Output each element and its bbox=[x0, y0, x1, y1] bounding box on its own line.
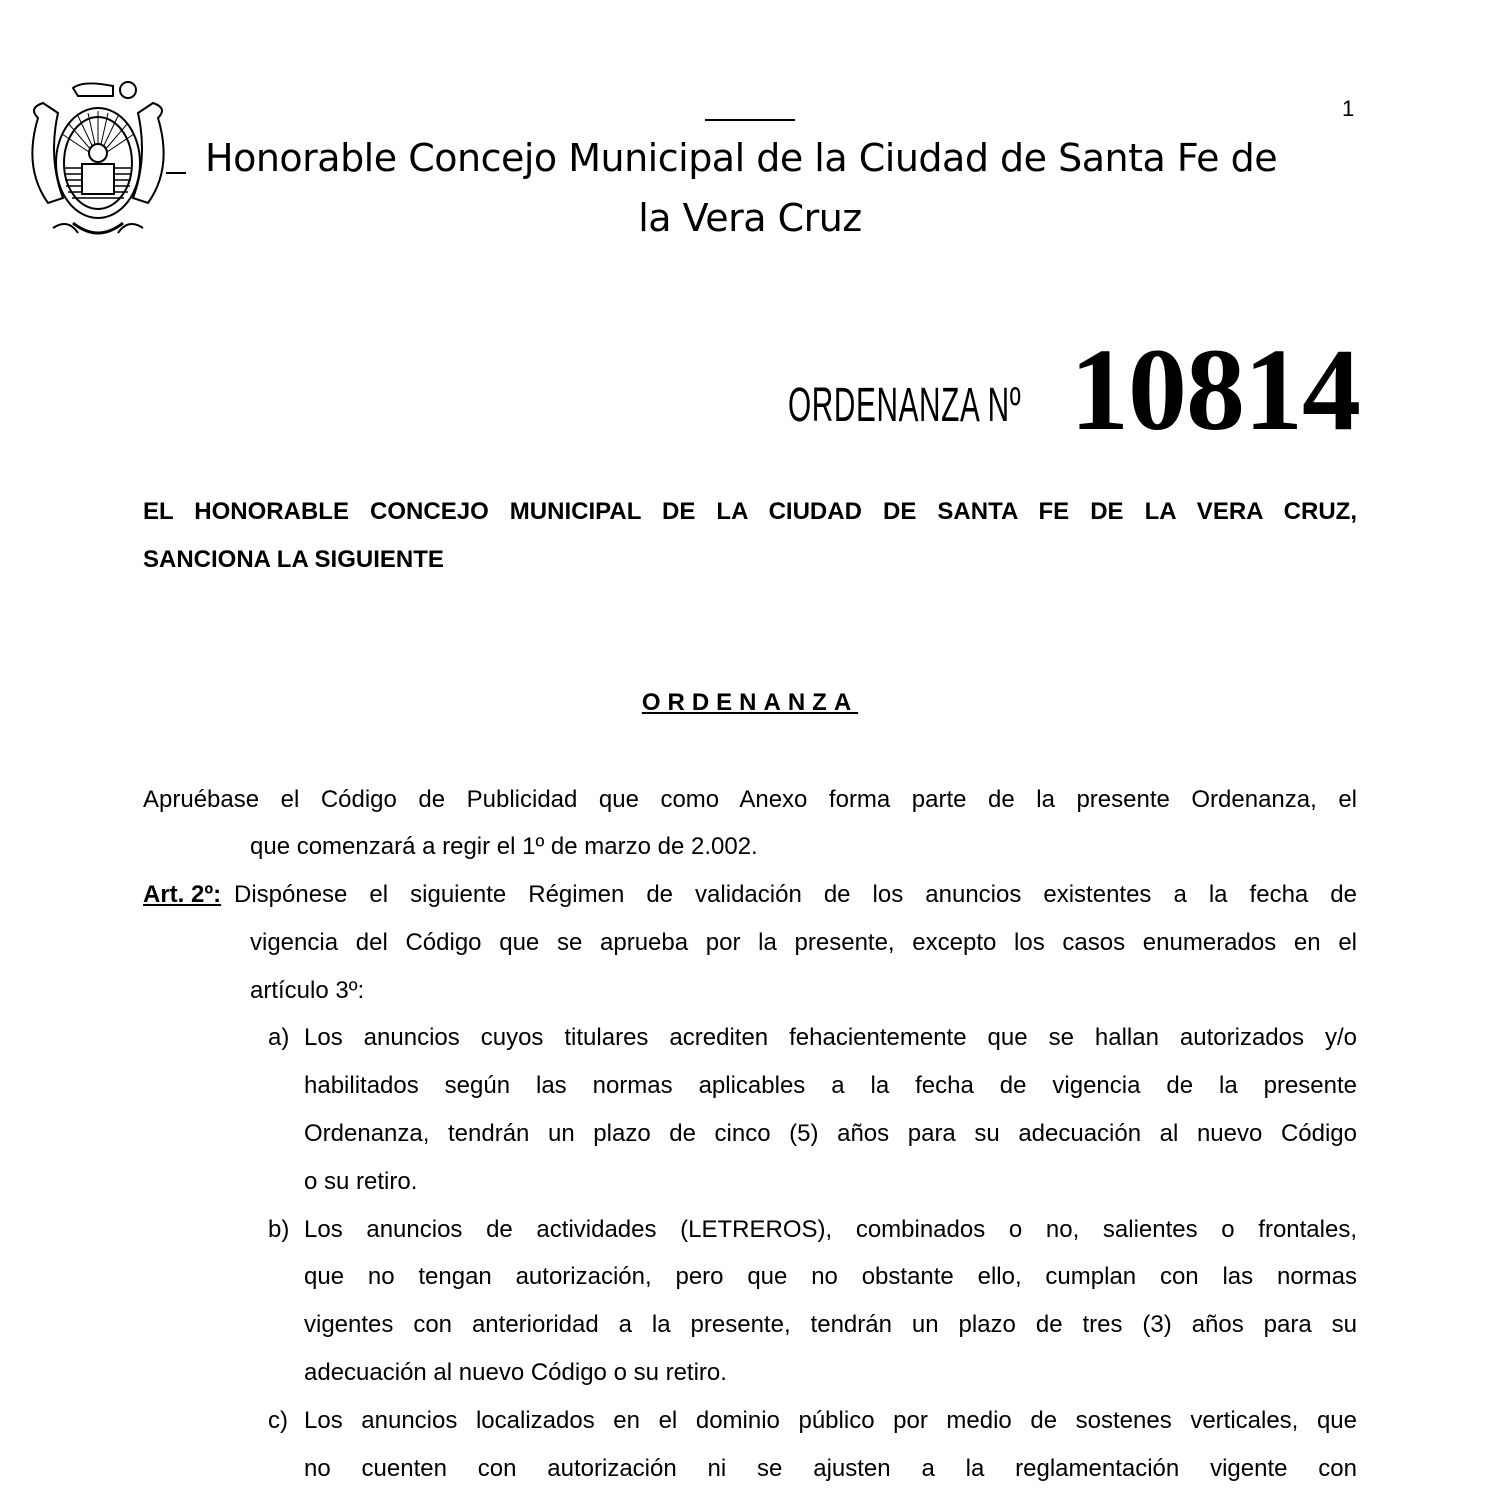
body-line: vigencia del Código que se aprueba por la presente, excepto los casos enumerados en el bbox=[250, 929, 1357, 956]
body-line: artículo 3º: bbox=[250, 977, 365, 1004]
body-line: o su retiro. bbox=[304, 1168, 418, 1195]
header-rule bbox=[166, 172, 186, 174]
section-heading: ORDENANZA bbox=[641, 689, 859, 716]
ordinance-number: 10814 bbox=[1070, 324, 1360, 455]
sanction-line2: SANCIONA LA SIGUIENTE bbox=[143, 546, 444, 573]
body-line: Apruébase el Código de Publicidad que como Anexo forma parte de la presente Ordenanza, el bbox=[143, 786, 1357, 813]
council-title-line2: la Vera Cruz bbox=[638, 196, 862, 240]
body-line: vigentes con anterioridad a la presente, tendrán un plazo de tres (3) años para su bbox=[304, 1311, 1357, 1338]
body-line: Ordenanza, tendrán un plazo de cinco (5) años para su adecuación al nuevo Código bbox=[304, 1120, 1357, 1147]
sanction-line1: EL HONORABLE CONCEJO MUNICIPAL DE LA CIUDAD DE SANTA FE DE LA VERA CRUZ, bbox=[143, 498, 1357, 525]
body-line: Los anuncios cuyos titulares acrediten fehacientemente que se hallan autorizados y/o bbox=[304, 1024, 1357, 1051]
page-number: 1 bbox=[1342, 96, 1355, 121]
body-line: Dispónese el siguiente Régimen de validación de los anuncios existentes a la fecha de bbox=[234, 881, 1357, 908]
body-line: que no tengan autorización, pero que no obstante ello, cumplan con las normas bbox=[304, 1263, 1357, 1290]
ordinance-label: ORDENANZA Nº bbox=[788, 379, 1022, 432]
body-line: Los anuncios de actividades (LETREROS), combinados o no, salientes o frontales, bbox=[304, 1216, 1357, 1243]
body-line: que comenzará a regir el 1º de marzo de 2.002. bbox=[250, 833, 758, 860]
body-line: adecuación al nuevo Código o su retiro. bbox=[304, 1359, 727, 1386]
article-label: Art. 2º: bbox=[143, 881, 222, 908]
header-top-rule bbox=[705, 119, 795, 121]
body-line: habilitados según las normas aplicables a la fecha de vigencia de la presente bbox=[304, 1072, 1357, 1099]
council-title-line1: Honorable Concejo Municipal de la Ciudad de Santa Fe de bbox=[205, 136, 1278, 180]
list-marker: b) bbox=[268, 1216, 290, 1243]
body-line: Los anuncios localizados en el dominio público por medio de sostenes verticales, que bbox=[304, 1407, 1357, 1434]
body-line: no cuenten con autorización ni se ajusten a la reglamentación vigente con bbox=[304, 1455, 1357, 1482]
list-marker: a) bbox=[268, 1024, 290, 1051]
list-marker: c) bbox=[268, 1407, 288, 1434]
